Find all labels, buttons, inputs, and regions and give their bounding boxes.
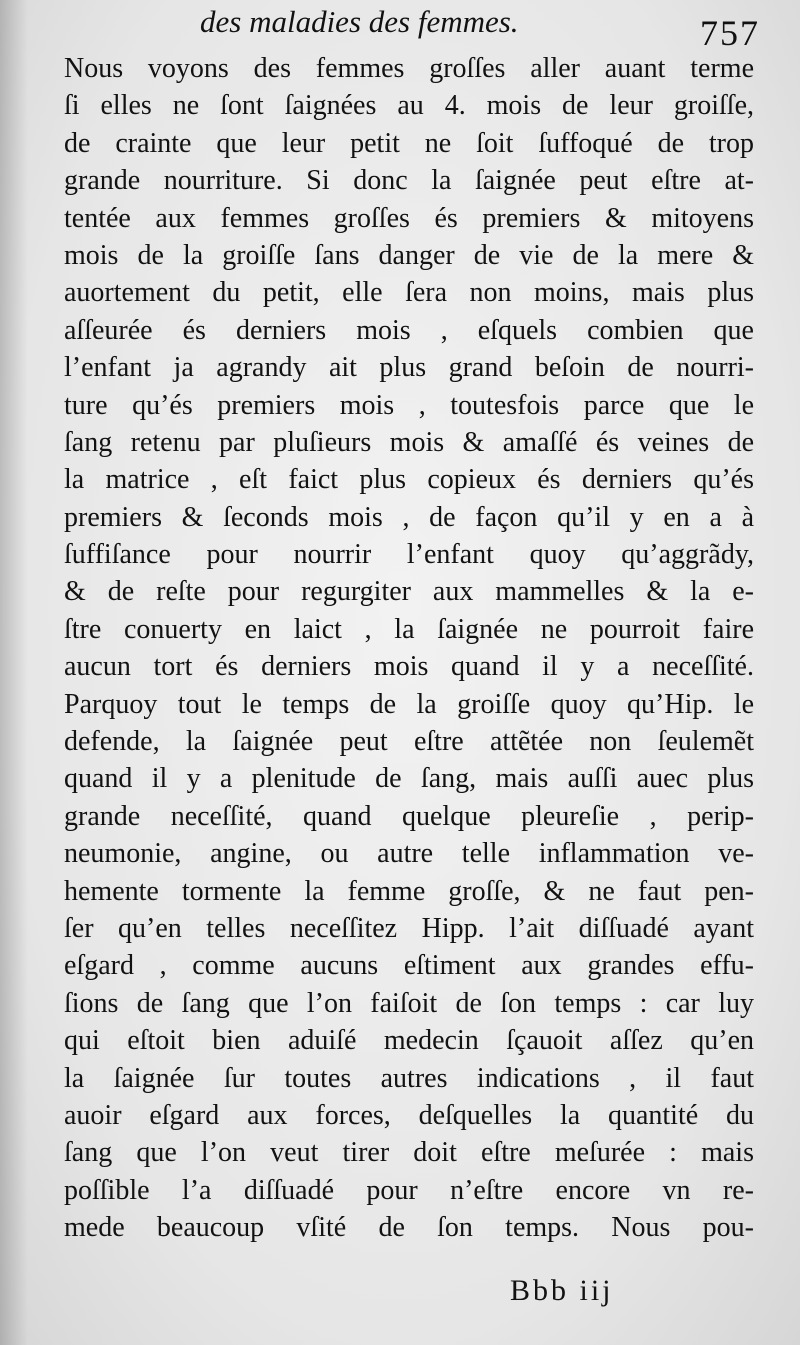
text-line: grande neceſſité, quand quelque pleureſie , perip- [64, 800, 754, 832]
text-line: hemente tormente la femme groſſe, & ne faut pen- [64, 875, 754, 907]
text-line: ſang que l’on veut tirer doit eſtre meſurée : mais [64, 1137, 754, 1169]
text-line: aſſeurée és derniers mois , eſquels combien que [64, 314, 754, 346]
text-line: ſions de ſang que l’on faiſoit de ſon temps : car luy [64, 987, 754, 1019]
text-line: ſuffiſance pour nourrir l’enfant quoy qu’aggrãdy, [64, 539, 754, 571]
text-line: quand il y a plenitude de ſang, mais auſſi auec plus [64, 763, 754, 795]
text-line: ſi elles ne ſont ſaignées au 4. mois de leur groiſſe, [64, 90, 754, 122]
text-line: & de reſte pour regurgiter aux mammelles & la e- [64, 576, 754, 608]
signature-mark: Bbb iij [510, 1274, 614, 1307]
text-line: auortement du petit, elle ſera non moins, mais plus [64, 277, 754, 309]
text-line: premiers & ſeconds mois , de façon qu’il y en a à [64, 501, 754, 533]
text-line: ſer qu’en telles neceſſitez Hipp. l’ait diſſuadé ayant [64, 912, 754, 944]
text-line: ture qu’és premiers mois , toutesfois parce que le [64, 389, 754, 421]
text-line: neumonie, angine, ou autre telle inflammation ve- [64, 838, 754, 870]
running-head: des maladies des femmes. [200, 4, 519, 39]
text-line: Parquoy tout le temps de la groiſſe quoy qu’Hip. le [64, 688, 754, 720]
text-line: grande nourriture. Si donc la ſaignée peut eſtre at- [64, 165, 754, 197]
text-line: aucun tort és derniers mois quand il y a neceſſité. [64, 651, 754, 683]
text-line: mois de la groiſſe ſans danger de vie de la mere & [64, 239, 754, 271]
text-line: mede beaucoup vſité de ſon temps. Nous pou- [64, 1212, 754, 1244]
text-line: tentée aux femmes groſſes és premiers & mitoyens [64, 202, 754, 234]
text-line: de crainte que leur petit ne ſoit ſuffoqué de trop [64, 127, 754, 159]
text-line: poſſible l’a diſſuadé pour n’eſtre encore vn re- [64, 1174, 754, 1206]
text-line: auoir eſgard aux forces, deſquelles la quantité du [64, 1099, 754, 1131]
text-line: la ſaignée ſur toutes autres indications , il faut [64, 1062, 754, 1094]
text-line: Nous voyons des femmes groſſes aller auant terme [64, 53, 754, 84]
text-line: l’enfant ja agrandy ait plus grand beſoin de nourri- [64, 352, 754, 384]
text-line: qui eſtoit bien aduiſé medecin ſçauoit aſſez qu’en [64, 1025, 754, 1057]
text-line: ſang retenu par pluſieurs mois & amaſſé és veines de [64, 426, 754, 458]
text-line: eſgard , comme aucuns eſtiment aux grandes effu- [64, 950, 754, 982]
text-line: defende, la ſaignée peut eſtre attẽtée non ſeulemẽt [64, 726, 754, 758]
text-line: ſtre conuerty en laict , la ſaignée ne pourroit faire [64, 613, 754, 645]
text-line: la matrice , eſt faict plus copieux és derniers qu’és [64, 464, 754, 496]
page-number: 757 [700, 13, 760, 53]
body-text [64, 50, 754, 1247]
